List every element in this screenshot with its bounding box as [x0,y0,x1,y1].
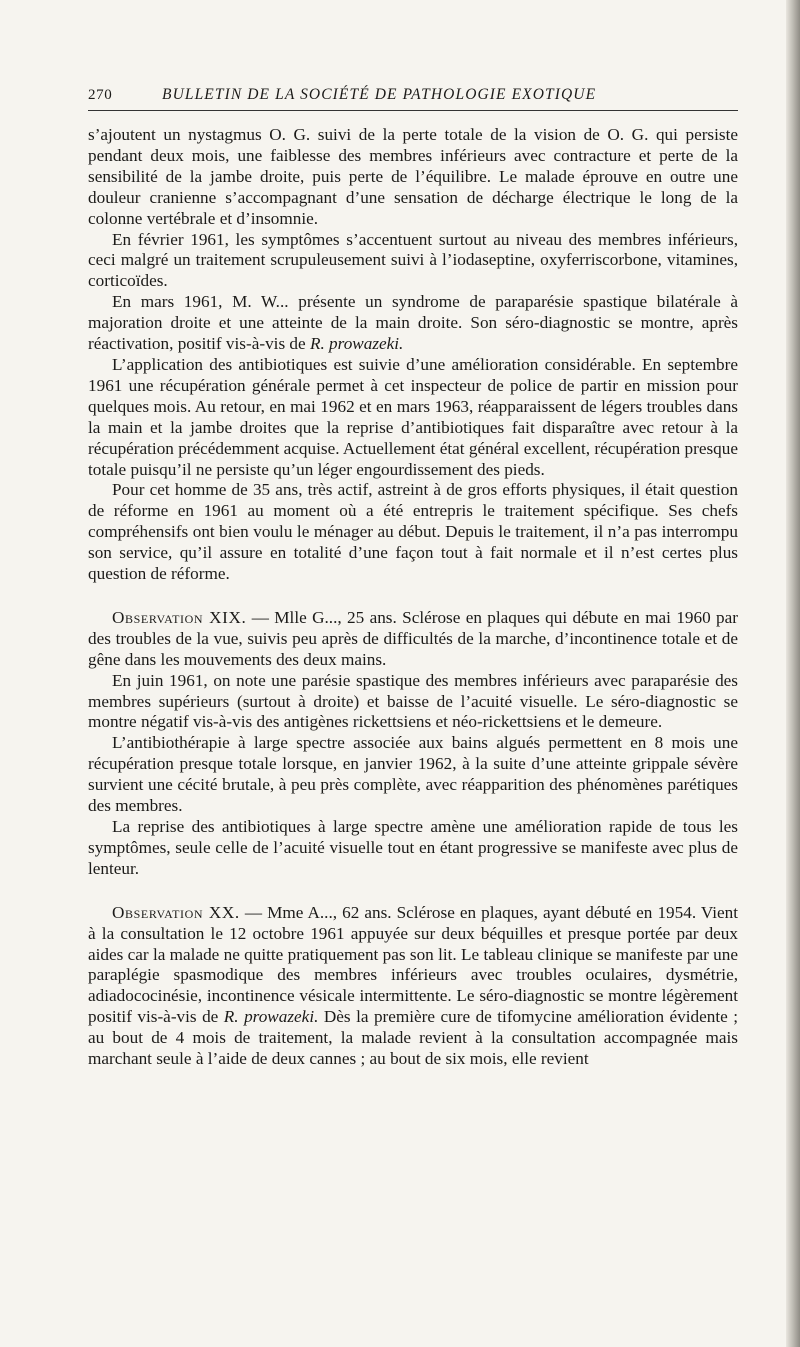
paragraph-text: Dès la première cure de tifomycine amélioration évidente ; au bout de 4 mois de traitement, la malade revient à la consultation accompagnée mais marchant seule à l’aide de deux cannes ; au bout de six mois, elle revient [88,1007,739,1069]
observation-paragraph [88,608,738,671]
observation-paragraph [88,903,738,1070]
page-number: 270 [88,87,113,103]
species-name: R. prowazeki. [309,334,404,354]
observation-heading: Observation XX. [112,902,240,922]
paragraph: L’application des antibiotiques est suivie d’une amélioration considérable. En septembre 1961 une récupération générale permet à cet inspecteur de police de partir en mission pour quelques mois. Au retour, en mai 1962 et en mars 1963, réapparaissent de légers troubles dans la main et la jambe droites que la reprise d’antibiotiques fait disparaître avec retour à la récupération précédemment acquise. Actuellement état général excellent, récupération presque totale puisqu’il ne persiste qu’un léger engourdissement des pieds. [88,354,738,479]
paragraph-text: En mars 1961, M. W... présente un syndrome de paraparésie spastique bilatérale à majoration droite et une atteinte de la main droite. Son séro-diagnostic se montre, après réactivation, positif vis-à-vis de [88,292,738,354]
running-title: BULLETIN DE LA SOCIÉTÉ DE PATHOLOGIE EXOTIQUE [162,86,597,103]
paragraph: L’antibiothérapie à large spectre associée aux bains algués permettent en 8 mois une récupération presque totale lorsque, en janvier 1962, à la suite d’une atteinte grippale sévère survient une cécité brutale, à peu près complète, avec réapparition des phénomènes parétiques des membres. [88,733,738,816]
observation-heading: Observation XIX. [112,607,247,627]
species-name: R. prowazeki. [223,1007,319,1027]
paragraph [88,292,738,355]
paragraph: En juin 1961, on note une parésie spastique des membres inférieurs avec paraparésie des membres supérieurs (surtout à droite) et baisse de l’acuité visuelle. Le séro-diagnostic se montre négatif vis-à-vis des antigènes rickettsiens et néo-rickettsiens et le demeure. [88,670,738,732]
paragraph-text: — Mlle G..., 25 ans. Sclérose en plaques qui débute en mai 1960 par des troubles de la vue, suivis peu après de difficultés de la marche, d’incontinence totale et de gêne dans les mouvements des deux mains. [88,607,738,669]
paragraph: s’ajoutent un nystagmus O. G. suivi de la perte totale de la vision de O. G. qui persiste pendant deux mois, une faiblesse des membres inférieurs avec contracture et perte de la sensibilité de la jambe droite, puis perte de l’équilibre. Le malade éprouve en outre une douleur cranienne s’accompagnant d’une sensation de décharge électrique le long de la colonne vertébrale et d’insomnie. [88,125,738,228]
paragraph: La reprise des antibiotiques à large spectre amène une amélioration rapide de tous les symptômes, seule celle de l’acuité visuelle tout en étant progressive se manifeste avec plus de lenteur. [88,817,738,878]
document-page [88,86,738,1070]
body-text [88,125,738,1070]
page-header [88,86,738,111]
paragraph-text: — Mme A..., 62 ans. Sclérose en plaques, ayant débuté en 1954. Vient à la consultation le 12 octobre 1961 appuyée sur deux béquilles et presque portée par deux aides car la malade ne quitte pratiquement pas son lit. Le tableau clinique se manifeste par une paraplégie spasmodique des membres inférieurs avec troubles oculaires, dysmétrie, adiadococinésie, incontinence vésicale intermittente. Le séro-diagnostic se montre légèrement positif vis-à-vis de [88,902,739,1027]
paragraph: En février 1961, les symptômes s’accentuent surtout au niveau des membres inférieurs, ceci malgré un traitement scrupuleusement suivi à l’iodaseptine, oxyferriscorbone, vitamines, corticoïdes. [88,229,738,291]
paragraph: Pour cet homme de 35 ans, très actif, astreint à de gros efforts physiques, il était question de réforme en 1961 au moment où a été entrepris le traitement spécifique. Ses chefs compréhensifs ont bien voulu le ménager au début. Depuis le traitement, il n’a pas interrompu son service, qu’il assure en totalité d’une façon tout à fait normale et il n’est certes plus question de réforme. [88,480,738,584]
page-edge-shadow [786,0,800,1347]
